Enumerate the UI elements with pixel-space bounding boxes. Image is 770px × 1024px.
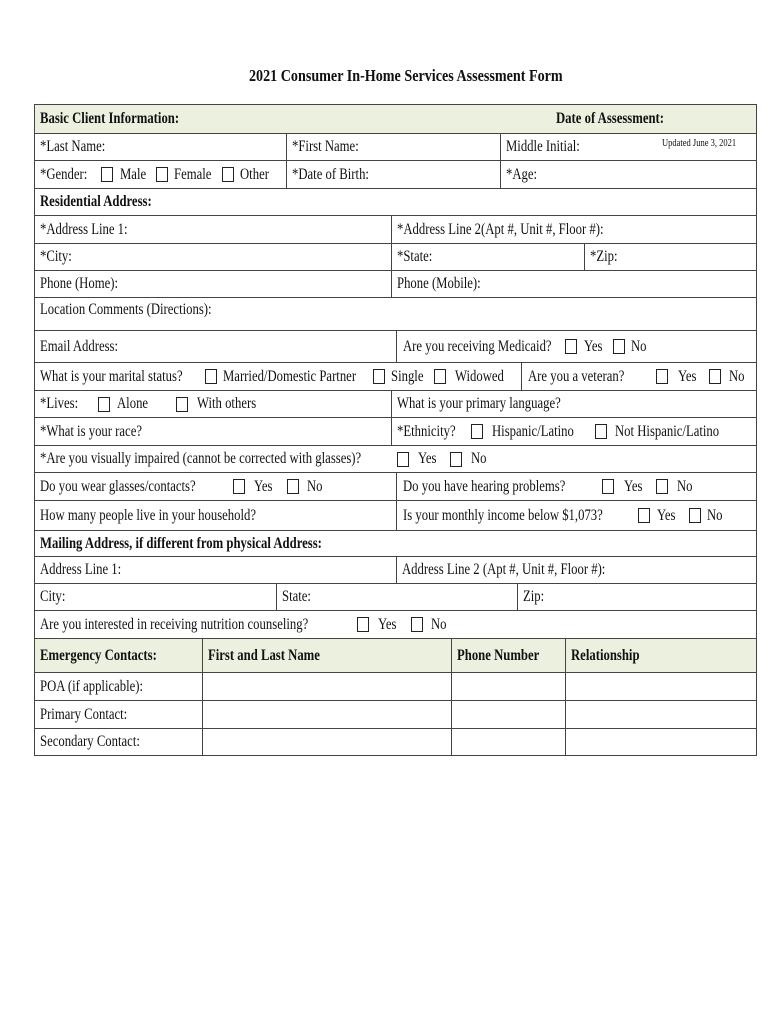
other-checkbox[interactable] <box>222 167 234 182</box>
mailing-address-row <box>34 556 757 583</box>
phone-mobile-field[interactable] <box>391 271 756 297</box>
middle-initial-label: Middle Initial: <box>506 138 580 155</box>
email-field[interactable] <box>35 331 396 362</box>
female-checkbox[interactable] <box>156 167 168 182</box>
poa-relationship-field[interactable] <box>565 673 756 700</box>
visual-field <box>35 446 751 472</box>
medicaid-no-checkbox[interactable] <box>613 339 625 354</box>
ethnicity-field <box>391 418 756 445</box>
primary-name-field[interactable] <box>202 701 451 728</box>
residential-address-row <box>34 215 757 243</box>
single-label: Single <box>391 367 424 385</box>
visual-row <box>34 445 757 472</box>
mailing-heading: Mailing Address, if different from physical Address: <box>40 534 322 552</box>
hispanic-label: Hispanic/Latino <box>492 422 574 440</box>
glasses-question: Do you wear glasses/contacts? <box>40 477 196 495</box>
primary-phone-field[interactable] <box>451 701 565 728</box>
secondary-name-field[interactable] <box>202 729 451 755</box>
hearing-yes-label: Yes <box>624 477 643 495</box>
alone-checkbox[interactable] <box>98 397 110 412</box>
residential-heading: Residential Address: <box>40 193 152 210</box>
race-field[interactable] <box>35 418 391 445</box>
residential-header-row <box>34 188 757 215</box>
not-hispanic-label: Not Hispanic/Latino <box>615 422 720 440</box>
visual-no-checkbox[interactable] <box>450 452 462 467</box>
hearing-field <box>396 473 756 500</box>
married-checkbox[interactable] <box>205 369 217 384</box>
hearing-question: Do you have hearing problems? <box>403 477 566 495</box>
col-relationship-header: Relationship <box>571 646 640 664</box>
age-label: *Age: <box>506 165 538 183</box>
mailing-header-row <box>34 530 757 556</box>
updated-date: Updated June 3, 2021 <box>662 138 737 149</box>
first-name-label: *First Name: <box>292 138 359 155</box>
location-comments-label: Location Comments (Directions): <box>40 301 212 318</box>
gender-row <box>34 160 757 188</box>
household-field[interactable] <box>35 501 396 530</box>
poa-label: POA (if applicable): <box>40 677 144 695</box>
mail-state-field[interactable] <box>276 584 517 610</box>
glasses-no-checkbox[interactable] <box>287 479 299 494</box>
phone-row <box>34 270 757 297</box>
veteran-question: Are you a veteran? <box>528 367 625 385</box>
gender-field <box>35 161 286 188</box>
visual-no-label: No <box>471 450 487 467</box>
secondary-contact-label: Secondary Contact: <box>40 733 140 750</box>
visual-question: *Are you visually impaired (cannot be corrected with glasses)? <box>40 450 362 467</box>
hearing-yes-checkbox[interactable] <box>602 479 614 494</box>
widowed-checkbox[interactable] <box>434 369 446 384</box>
poa-phone-field[interactable] <box>451 673 565 700</box>
nutrition-row <box>34 610 757 638</box>
res-state-field[interactable] <box>391 244 584 270</box>
alone-label: Alone <box>117 395 149 412</box>
other-label: Other <box>240 165 269 183</box>
secondary-relationship-field[interactable] <box>565 729 756 755</box>
hearing-no-label: No <box>677 477 693 495</box>
household-income-row <box>34 500 757 530</box>
last-name-field[interactable] <box>35 134 286 160</box>
income-yes-checkbox[interactable] <box>638 508 650 523</box>
marital-field <box>35 363 521 390</box>
emergency-heading: Emergency Contacts: <box>40 646 157 664</box>
lives-label: *Lives: <box>40 395 79 412</box>
nutrition-yes-label: Yes <box>378 615 397 633</box>
income-yes-label: Yes <box>657 506 676 524</box>
assessment-form <box>34 104 757 756</box>
veteran-field <box>521 363 756 390</box>
table-row <box>34 700 757 728</box>
name-row <box>34 133 757 160</box>
race-ethnicity-row <box>34 417 757 445</box>
hispanic-checkbox[interactable] <box>471 424 483 439</box>
dob-label: *Date of Birth: <box>292 165 369 183</box>
male-checkbox[interactable] <box>101 167 113 182</box>
mail-address-line2-field[interactable] <box>396 557 756 583</box>
res-state-label: *State: <box>397 248 433 265</box>
single-checkbox[interactable] <box>373 369 385 384</box>
res-city-field[interactable] <box>35 244 391 270</box>
ethnicity-question: *Ethnicity? <box>397 422 456 440</box>
language-label: What is your primary language? <box>397 395 561 412</box>
email-medicaid-row <box>34 330 757 362</box>
medicaid-question: Are you receiving Medicaid? <box>403 337 552 355</box>
mail-address-line1-field[interactable] <box>35 557 396 583</box>
mail-city-field[interactable] <box>35 584 276 610</box>
col-phone-header: Phone Number <box>457 646 540 664</box>
primary-contact-label: Primary Contact: <box>40 705 128 723</box>
medicaid-field <box>396 331 756 362</box>
res-city-label: *City: <box>40 248 72 265</box>
race-label: *What is your race? <box>40 422 142 440</box>
phone-home-field[interactable] <box>35 271 391 297</box>
with-others-checkbox[interactable] <box>176 397 188 412</box>
mail-city-label: City: <box>40 588 66 605</box>
hearing-no-checkbox[interactable] <box>656 479 668 494</box>
marital-question: What is your marital status? <box>40 367 183 385</box>
last-name-label: *Last Name: <box>40 138 106 155</box>
male-label: Male <box>120 165 147 183</box>
medicaid-yes-checkbox[interactable] <box>565 339 577 354</box>
mail-zip-field[interactable] <box>517 584 756 610</box>
medicaid-no-label: No <box>631 337 647 355</box>
visual-yes-label: Yes <box>418 450 437 467</box>
table-row <box>34 672 757 700</box>
res-zip-label: *Zip: <box>590 248 618 265</box>
glasses-yes-label: Yes <box>254 477 273 495</box>
col-name-header: First and Last Name <box>208 646 320 664</box>
age-field[interactable] <box>500 161 756 188</box>
location-comments-field[interactable] <box>35 298 751 330</box>
veteran-no-label: No <box>729 367 745 385</box>
dob-field[interactable] <box>286 161 500 188</box>
household-label: How many people live in your household? <box>40 506 257 524</box>
table-row <box>34 728 757 756</box>
email-label: Email Address: <box>40 337 119 355</box>
middle-initial-field[interactable] <box>500 134 756 160</box>
emergency-header-row <box>34 638 757 672</box>
female-label: Female <box>174 165 212 183</box>
basic-info-header-row <box>34 104 757 133</box>
secondary-phone-field[interactable] <box>451 729 565 755</box>
nutrition-no-checkbox[interactable] <box>411 617 423 632</box>
veteran-no-checkbox[interactable] <box>709 369 721 384</box>
first-name-field[interactable] <box>286 134 500 160</box>
nutrition-field <box>35 611 751 638</box>
residential-city-row <box>34 243 757 270</box>
res-address-line1-field[interactable] <box>35 216 391 243</box>
glasses-yes-checkbox[interactable] <box>233 479 245 494</box>
income-question: Is your monthly income below $1,073? <box>403 506 603 524</box>
with-others-label: With others <box>197 395 257 412</box>
income-no-label: No <box>707 506 723 524</box>
mailing-city-row <box>34 583 757 610</box>
date-of-assessment-label: Date of Assessment: <box>556 110 665 127</box>
lives-field <box>35 391 391 417</box>
lives-language-row <box>34 390 757 417</box>
mail-state-label: State: <box>282 588 311 605</box>
income-no-checkbox[interactable] <box>689 508 701 523</box>
language-field[interactable] <box>391 391 756 417</box>
widowed-label: Widowed <box>455 367 504 385</box>
mail-address-line1-label: Address Line 1: <box>40 561 122 578</box>
income-field <box>396 501 756 530</box>
glasses-field <box>35 473 396 500</box>
phone-mobile-label: Phone (Mobile): <box>397 275 481 292</box>
glasses-hearing-row <box>34 472 757 500</box>
glasses-no-label: No <box>307 477 323 495</box>
veteran-yes-checkbox[interactable] <box>656 369 668 384</box>
marital-veteran-row <box>34 362 757 390</box>
veteran-yes-label: Yes <box>678 367 697 385</box>
gender-label: *Gender: <box>40 165 88 183</box>
res-address-line2-field[interactable] <box>391 216 756 243</box>
form-title: 2021 Consumer In-Home Services Assessment Form <box>249 66 563 85</box>
poa-name-field[interactable] <box>202 673 451 700</box>
phone-home-label: Phone (Home): <box>40 275 119 292</box>
mail-zip-label: Zip: <box>523 588 545 605</box>
res-zip-field[interactable] <box>584 244 756 270</box>
medicaid-yes-label: Yes <box>584 337 603 355</box>
basic-info-heading: Basic Client Information: <box>40 110 180 127</box>
location-comments-row <box>34 297 757 330</box>
nutrition-question: Are you interested in receiving nutrition counseling? <box>40 615 309 633</box>
visual-yes-checkbox[interactable] <box>397 452 409 467</box>
not-hispanic-checkbox[interactable] <box>595 424 607 439</box>
nutrition-yes-checkbox[interactable] <box>357 617 369 632</box>
res-address-line1-label: *Address Line 1: <box>40 220 128 238</box>
res-address-line2-label: *Address Line 2(Apt #, Unit #, Floor #): <box>397 220 604 238</box>
married-label: Married/Domestic Partner <box>223 367 357 385</box>
primary-relationship-field[interactable] <box>565 701 756 728</box>
mail-address-line2-label: Address Line 2 (Apt #, Unit #, Floor #): <box>402 561 606 578</box>
nutrition-no-label: No <box>431 615 447 633</box>
